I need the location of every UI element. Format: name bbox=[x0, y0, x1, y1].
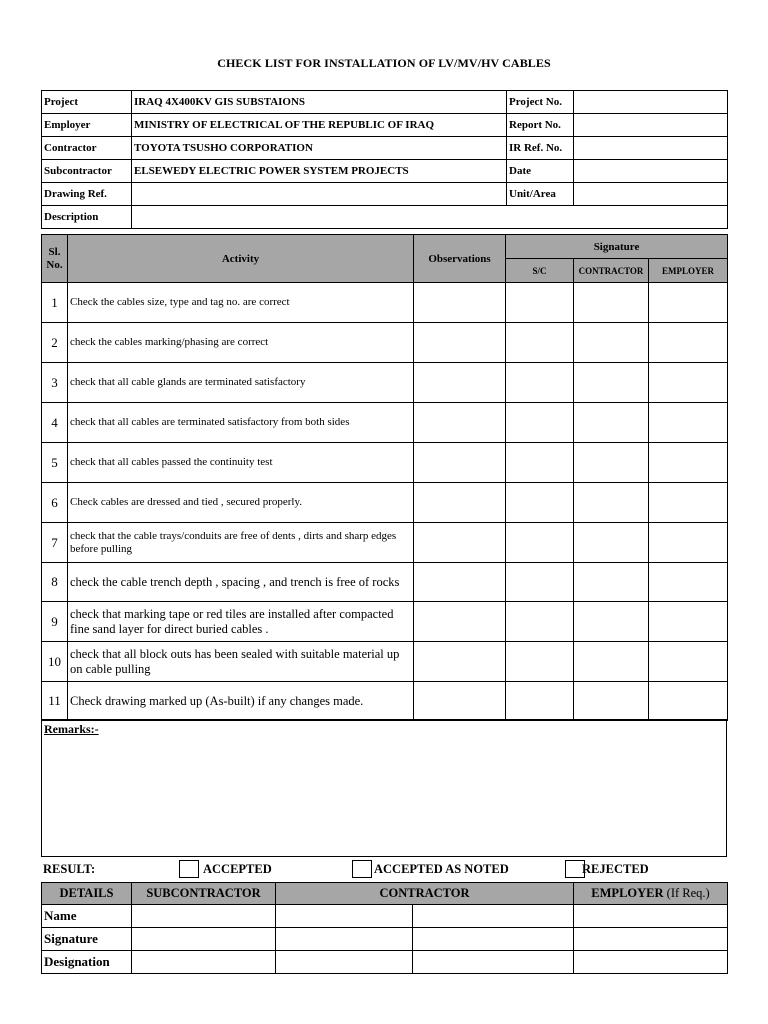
row-sc-sign-field[interactable] bbox=[506, 443, 574, 483]
subcontractor-header: SUBCONTRACTOR bbox=[132, 883, 276, 905]
name-label: Name bbox=[42, 905, 132, 928]
date-label: Date bbox=[507, 160, 574, 183]
project-label: Project bbox=[42, 91, 132, 114]
row-activity: Check the cables size, type and tag no. are correct bbox=[68, 283, 414, 323]
contractor-header: CONTRACTOR bbox=[276, 883, 574, 905]
row-number: 2 bbox=[42, 323, 68, 363]
row-observations-field[interactable] bbox=[414, 602, 506, 642]
header-info-table bbox=[41, 90, 728, 229]
name-employer-field[interactable] bbox=[574, 905, 728, 928]
row-contractor-sign-field[interactable] bbox=[574, 483, 649, 523]
row-contractor-sign-field[interactable] bbox=[574, 363, 649, 403]
row-activity: Check cables are dressed and tied , secured properly. bbox=[68, 483, 414, 523]
signature-subcontractor-field[interactable] bbox=[132, 928, 276, 951]
row-observations-field[interactable] bbox=[414, 682, 506, 721]
signature-header: Signature bbox=[506, 235, 728, 259]
description-label: Description bbox=[42, 206, 132, 229]
row-activity: Check drawing marked up (As-built) if any changes made. bbox=[68, 682, 414, 721]
report-no-field[interactable] bbox=[574, 114, 728, 137]
result-row bbox=[41, 856, 727, 882]
row-number: 7 bbox=[42, 523, 68, 563]
project-no-field[interactable] bbox=[574, 91, 728, 114]
sc-header: S/C bbox=[506, 259, 574, 283]
row-observations-field[interactable] bbox=[414, 283, 506, 323]
row-contractor-sign-field[interactable] bbox=[574, 283, 649, 323]
ir-ref-label: IR Ref. No. bbox=[507, 137, 574, 160]
row-observations-field[interactable] bbox=[414, 483, 506, 523]
table-row bbox=[42, 483, 728, 523]
rejected-label: REJECTED bbox=[582, 862, 649, 876]
row-contractor-sign-field[interactable] bbox=[574, 403, 649, 443]
row-sc-sign-field[interactable] bbox=[506, 323, 574, 363]
row-sc-sign-field[interactable] bbox=[506, 403, 574, 443]
accepted-label: ACCEPTED bbox=[203, 862, 272, 876]
row-number: 10 bbox=[42, 642, 68, 682]
row-activity: check the cable trench depth , spacing , and trench is free of rocks bbox=[68, 563, 414, 602]
checklist-table bbox=[41, 234, 728, 721]
table-row bbox=[42, 523, 728, 563]
row-activity: check that marking tape or red tiles are installed after compacted fine sand layer for direct buried cables . bbox=[68, 602, 414, 642]
signature-employer-field[interactable] bbox=[574, 928, 728, 951]
row-contractor-sign-field[interactable] bbox=[574, 642, 649, 682]
name-subcontractor-field[interactable] bbox=[132, 905, 276, 928]
signoff-table bbox=[41, 882, 728, 974]
table-row bbox=[42, 682, 728, 721]
accepted-checkbox[interactable] bbox=[179, 860, 199, 878]
description-field[interactable] bbox=[132, 206, 728, 229]
table-row bbox=[42, 443, 728, 483]
table-row bbox=[42, 602, 728, 642]
designation-contractor-field-b[interactable] bbox=[413, 951, 574, 974]
row-sc-sign-field[interactable] bbox=[506, 483, 574, 523]
subcontractor-value: ELSEWEDY ELECTRIC POWER SYSTEM PROJECTS bbox=[132, 160, 507, 183]
table-row bbox=[42, 642, 728, 682]
row-contractor-sign-field[interactable] bbox=[574, 523, 649, 563]
row-sc-sign-field[interactable] bbox=[506, 642, 574, 682]
table-row bbox=[42, 323, 728, 363]
table-row bbox=[42, 363, 728, 403]
row-observations-field[interactable] bbox=[414, 642, 506, 682]
contractor-value: TOYOTA TSUSHO CORPORATION bbox=[132, 137, 507, 160]
drawing-ref-label: Drawing Ref. bbox=[42, 183, 132, 206]
contractor-label: Contractor bbox=[42, 137, 132, 160]
row-contractor-sign-field[interactable] bbox=[574, 323, 649, 363]
table-row bbox=[42, 563, 728, 602]
row-observations-field[interactable] bbox=[414, 443, 506, 483]
result-label: RESULT: bbox=[43, 862, 96, 876]
row-activity: check the cables marking/phasing are correct bbox=[68, 323, 414, 363]
employer-label: Employer bbox=[42, 114, 132, 137]
row-number: 1 bbox=[42, 283, 68, 323]
row-number: 9 bbox=[42, 602, 68, 642]
row-sc-sign-field[interactable] bbox=[506, 563, 574, 602]
row-activity: check that all cable glands are terminated satisfactory bbox=[68, 363, 414, 403]
employer-header-note: (If Req.) bbox=[666, 886, 710, 900]
unit-area-label: Unit/Area bbox=[507, 183, 574, 206]
accepted-as-noted-label: ACCEPTED AS NOTED bbox=[374, 862, 509, 876]
remarks-label: Remarks:- bbox=[44, 722, 99, 736]
row-contractor-sign-field[interactable] bbox=[574, 443, 649, 483]
table-row bbox=[42, 283, 728, 323]
row-observations-field[interactable] bbox=[414, 403, 506, 443]
row-activity: check that all cables passed the continuity test bbox=[68, 443, 414, 483]
observations-header: Observations bbox=[414, 235, 506, 283]
row-employer-sign-field[interactable] bbox=[649, 363, 728, 403]
designation-contractor-field-a[interactable] bbox=[276, 951, 413, 974]
project-value: IRAQ 4X400KV GIS SUBSTAIONS bbox=[132, 91, 507, 114]
row-contractor-sign-field[interactable] bbox=[574, 602, 649, 642]
row-activity: check that the cable trays/conduits are free of dents , dirts and sharp edges before pulling bbox=[68, 523, 414, 563]
row-contractor-sign-field[interactable] bbox=[574, 563, 649, 602]
row-observations-field[interactable] bbox=[414, 323, 506, 363]
row-observations-field[interactable] bbox=[414, 363, 506, 403]
table-row bbox=[42, 403, 728, 443]
subcontractor-label: Subcontractor bbox=[42, 160, 132, 183]
activity-header: Activity bbox=[68, 235, 414, 283]
designation-employer-field[interactable] bbox=[574, 951, 728, 974]
row-sc-sign-field[interactable] bbox=[506, 602, 574, 642]
row-sc-sign-field[interactable] bbox=[506, 682, 574, 721]
row-observations-field[interactable] bbox=[414, 523, 506, 563]
row-employer-sign-field[interactable] bbox=[649, 283, 728, 323]
row-employer-sign-field[interactable] bbox=[649, 642, 728, 682]
signature-contractor-field-a[interactable] bbox=[276, 928, 413, 951]
drawing-ref-field[interactable] bbox=[132, 183, 507, 206]
row-number: 8 bbox=[42, 563, 68, 602]
row-employer-sign-field[interactable] bbox=[649, 403, 728, 443]
remarks-box[interactable] bbox=[41, 719, 727, 857]
row-employer-sign-field[interactable] bbox=[649, 443, 728, 483]
row-number: 5 bbox=[42, 443, 68, 483]
report-no-label: Report No. bbox=[507, 114, 574, 137]
employer-sig-header: EMPLOYER bbox=[649, 259, 728, 283]
document-title: CHECK LIST FOR INSTALLATION OF LV/MV/HV CABLES bbox=[217, 56, 551, 70]
employer-header-label: EMPLOYER bbox=[591, 886, 664, 900]
row-number: 11 bbox=[42, 682, 68, 721]
row-number: 3 bbox=[42, 363, 68, 403]
name-contractor-field-a[interactable] bbox=[276, 905, 413, 928]
ir-ref-field[interactable] bbox=[574, 137, 728, 160]
date-field[interactable] bbox=[574, 160, 728, 183]
employer-header bbox=[574, 883, 728, 905]
designation-label: Designation bbox=[42, 951, 132, 974]
row-employer-sign-field[interactable] bbox=[649, 523, 728, 563]
contractor-sig-header: CONTRACTOR bbox=[574, 259, 649, 283]
row-employer-sign-field[interactable] bbox=[649, 483, 728, 523]
row-sc-sign-field[interactable] bbox=[506, 523, 574, 563]
name-contractor-field-b[interactable] bbox=[413, 905, 574, 928]
accepted-as-noted-checkbox[interactable] bbox=[352, 860, 372, 878]
row-activity: check that all cables are terminated satisfactory from both sides bbox=[68, 403, 414, 443]
row-observations-field[interactable] bbox=[414, 563, 506, 602]
employer-value: MINISTRY OF ELECTRICAL OF THE REPUBLIC OF IRAQ bbox=[132, 114, 507, 137]
row-number: 6 bbox=[42, 483, 68, 523]
details-header: DETAILS bbox=[42, 883, 132, 905]
row-employer-sign-field[interactable] bbox=[649, 682, 728, 721]
signature-contractor-field-b[interactable] bbox=[413, 928, 574, 951]
unit-area-field[interactable] bbox=[574, 183, 728, 206]
row-employer-sign-field[interactable] bbox=[649, 323, 728, 363]
row-employer-sign-field[interactable] bbox=[649, 563, 728, 602]
project-no-label: Project No. bbox=[507, 91, 574, 114]
row-sc-sign-field[interactable] bbox=[506, 363, 574, 403]
signature-label: Signature bbox=[42, 928, 132, 951]
row-contractor-sign-field[interactable] bbox=[574, 682, 649, 721]
row-sc-sign-field[interactable] bbox=[506, 283, 574, 323]
sl-no-header: Sl. No. bbox=[42, 235, 68, 283]
row-employer-sign-field[interactable] bbox=[649, 602, 728, 642]
row-activity: check that all block outs has been sealed with suitable material up on cable pulling bbox=[68, 642, 414, 682]
designation-subcontractor-field[interactable] bbox=[132, 951, 276, 974]
row-number: 4 bbox=[42, 403, 68, 443]
